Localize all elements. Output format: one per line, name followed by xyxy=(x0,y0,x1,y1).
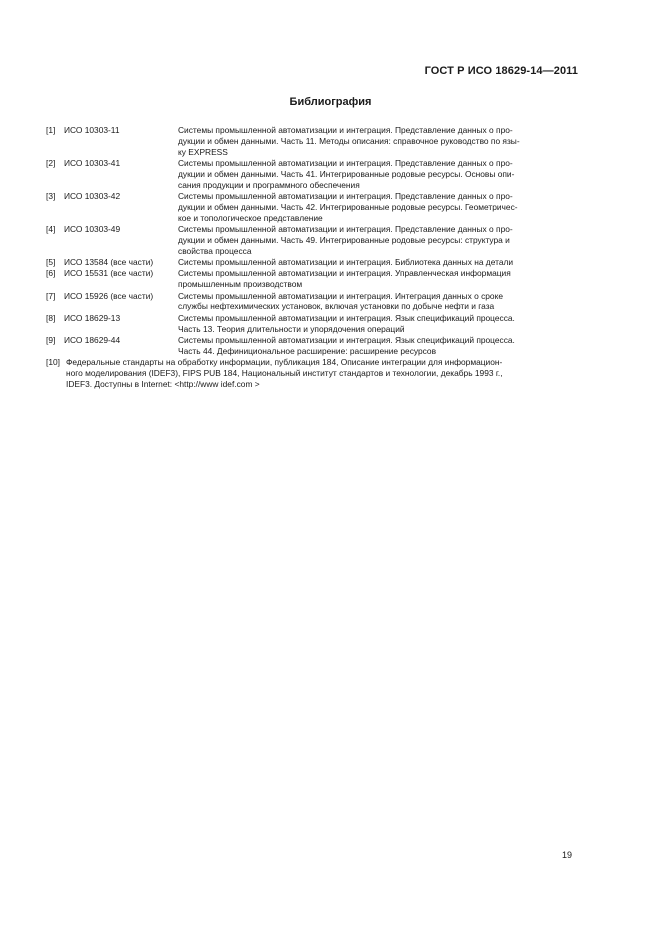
entry-line: IDEF3. Доступны в Internet: <http://www idef.com > xyxy=(66,378,260,389)
entry-line: Системы промышленной автоматизации и интеграция. Язык спецификаций процесса. xyxy=(178,334,515,345)
entry-line: дукции и обмен данными. Часть 11. Методы описания: справочное руководство по язы- xyxy=(178,135,520,146)
entry-description xyxy=(66,357,582,389)
bibliography-list xyxy=(46,125,582,390)
bibliography-entry xyxy=(46,291,582,313)
entry-number: [8] xyxy=(46,312,56,323)
section-title: Библиография xyxy=(289,96,372,108)
entry-description xyxy=(178,224,582,256)
entry-number: [5] xyxy=(46,256,56,267)
entry-line: Системы промышленной автоматизации и интеграция. Библиотека данных на детали xyxy=(178,256,514,267)
entry-reference: ИСО 15926 (все части) xyxy=(64,290,154,301)
entry-line: Системы промышленной автоматизации и интеграция. Представление данных о про- xyxy=(178,190,513,201)
entry-line: ного моделирования (IDEF3), FIPS PUB 184, Национальный институт стандартов и технологии, декабрь 1993 г., xyxy=(66,367,503,378)
entry-description xyxy=(178,313,582,335)
entry-line: Системы промышленной автоматизации и интеграция. Представление данных о про- xyxy=(178,125,513,135)
entry-line: Системы промышленной автоматизации и интеграция. Представление данных о про- xyxy=(178,157,513,168)
entry-line: кое и топологическое представление xyxy=(178,212,323,223)
entry-line: службы нефтехимических установок, включая установки по добыче нефти и газа xyxy=(178,301,495,312)
entry-description xyxy=(178,268,582,290)
entry-line: сания продукции и программного обеспечения xyxy=(178,179,360,190)
entry-reference: ИСО 10303-49 xyxy=(64,223,121,234)
bibliography-entries xyxy=(46,125,582,356)
entry-line: Системы промышленной автоматизации и интеграция. Язык спецификаций процесса. xyxy=(178,312,515,323)
entry-reference: ИСО 10303-11 xyxy=(64,125,120,135)
bibliography-entry xyxy=(46,335,582,357)
entry-description xyxy=(178,191,582,223)
entry-line: промышленным производством xyxy=(178,279,303,290)
entry-number: [1] xyxy=(46,125,56,135)
entry-number: [2] xyxy=(46,157,56,168)
bibliography-entry xyxy=(46,191,582,223)
entry-line: дукции и обмен данными. Часть 49. Интегрированные родовые ресурсы: структура и xyxy=(178,234,510,245)
bibliography-entry-10 xyxy=(46,357,582,389)
bibliography-entry xyxy=(46,257,582,268)
entry-number: [3] xyxy=(46,190,56,201)
entry-description xyxy=(178,257,582,268)
entry-number: [7] xyxy=(46,290,56,301)
entry-reference: ИСО 18629-44 xyxy=(64,334,121,345)
entry-line: Часть 44. Дефинициональное расширение: расширение ресурсов xyxy=(178,345,437,356)
entry-line: дукции и обмен данными. Часть 42. Интегрированные родовые ресурсы. Геометричес- xyxy=(178,201,518,212)
entry-line: дукции и обмен данными. Часть 41. Интегрированные родовые ресурсы. Основы опи- xyxy=(178,168,515,179)
entry-number: [4] xyxy=(46,223,56,234)
entry-reference: ИСО 15531 (все части) xyxy=(64,268,154,279)
entry-description xyxy=(178,125,582,157)
bibliography-entry xyxy=(46,268,582,290)
entry-line: свойства процесса xyxy=(178,245,252,256)
entry-line: Системы промышленной автоматизации и интеграция. Интеграция данных о сроке xyxy=(178,290,503,301)
entry-line: Часть 13. Теория длительности и упорядочения операций xyxy=(178,323,405,334)
entry-description xyxy=(178,291,582,313)
bibliography-entry xyxy=(46,224,582,256)
entry-reference: ИСО 18629-13 xyxy=(64,312,121,323)
entry-line: Системы промышленной автоматизации и интеграция. Управленческая информация xyxy=(178,268,511,279)
entry-reference: ИСО 10303-41 xyxy=(64,157,121,168)
bibliography-entry xyxy=(46,158,582,190)
entry-line: ку EXPRESS xyxy=(178,146,228,157)
entry-description xyxy=(178,158,582,190)
entry-number: [10] xyxy=(46,357,60,368)
page-number: 19 xyxy=(561,850,572,860)
bibliography-entry xyxy=(46,313,582,335)
entry-line: Системы промышленной автоматизации и интеграция. Представление данных о про- xyxy=(178,223,513,234)
entry-description xyxy=(178,335,582,357)
entry-reference: ИСО 10303-42 xyxy=(64,190,121,201)
entry-number: [9] xyxy=(46,334,56,345)
entry-number: [6] xyxy=(46,268,56,279)
document-header: ГОСТ Р ИСО 18629-14—2011 xyxy=(424,65,578,77)
entry-reference: ИСО 13584 (все части) xyxy=(64,256,154,267)
bibliography-entry xyxy=(46,125,582,157)
entry-line: Федеральные стандарты на обработку информации, публикация 184, Описание интеграции для информацион- xyxy=(66,357,503,368)
